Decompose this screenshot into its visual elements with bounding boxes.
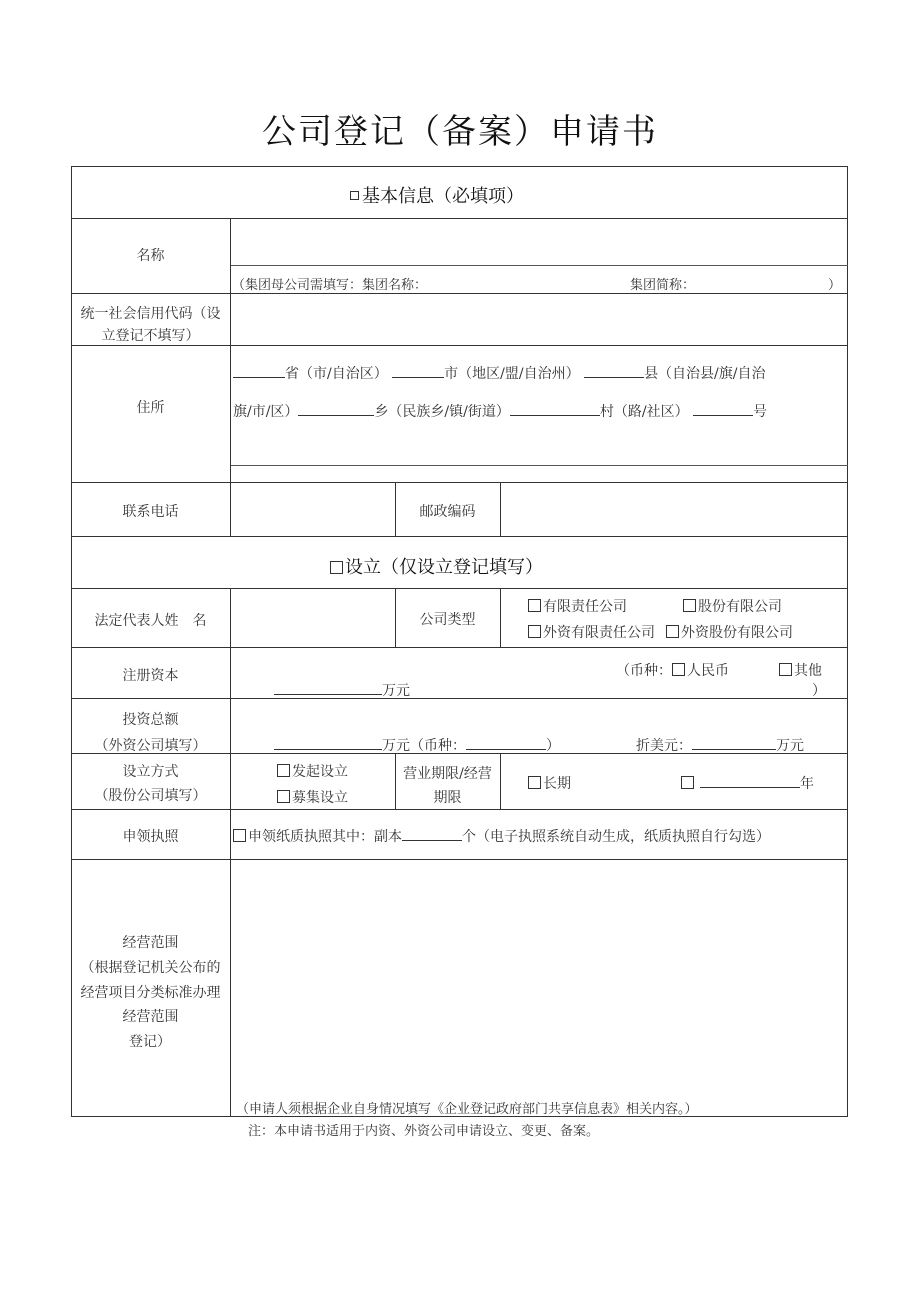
scope-label-line1: 经营范围	[122, 935, 179, 951]
legal-rep-label: 法定代表人姓 名	[94, 613, 207, 629]
term-option-years[interactable]: 年	[681, 773, 814, 793]
type-option-llc[interactable]: 有限责任公司	[528, 596, 627, 616]
checkbox-icon	[233, 829, 246, 842]
checkbox-icon	[779, 663, 792, 676]
type-option-foreign-llc[interactable]: 外资有限责任公司	[528, 622, 655, 642]
scope-label-line3: 经营项目分类标准办理	[80, 985, 221, 1001]
scope-label-line2: （根据登记机关公布的	[80, 960, 221, 976]
term-option-long[interactable]: 长期	[528, 773, 571, 793]
phone-label: 联系电话	[122, 504, 179, 520]
postcode-input[interactable]	[502, 485, 844, 533]
credit-code-label-line1: 统一社会信用代码（设	[80, 306, 221, 322]
name-input[interactable]	[232, 224, 844, 262]
checkbox-icon	[277, 764, 290, 777]
footnote: 注：本申请书适用于内资、外资公司申请设立、变更、备案。	[248, 1124, 600, 1139]
scope-label-line5: 登记）	[129, 1034, 171, 1050]
checkbox-icon	[681, 776, 694, 789]
checkbox-icon	[683, 599, 696, 612]
checkbox-icon	[528, 625, 541, 638]
postcode-label: 邮政编码	[419, 504, 476, 520]
checkbox-icon	[277, 790, 290, 803]
term-label-line2: 期限	[433, 790, 462, 806]
capital-close-paren: ）	[812, 683, 826, 699]
investment-usd[interactable]: 折美元： 万元	[636, 735, 804, 755]
checkbox-icon	[528, 599, 541, 612]
method-option-promotion[interactable]: 发起设立	[277, 761, 348, 781]
license-option[interactable]: 申领纸质执照其中：副本 个（电子执照系统自动生成，纸质执照自行勾选）	[233, 826, 770, 846]
address-line2[interactable]: 旗/市/区） 乡（民族乡/镇/街道） 村（路/社区） 号	[233, 401, 767, 421]
scope-input[interactable]	[232, 862, 844, 1092]
capital-amount[interactable]: 万元	[274, 680, 410, 700]
checkbox-basic[interactable]	[350, 191, 359, 200]
phone-input[interactable]	[232, 485, 392, 533]
checkbox-rmb[interactable]	[672, 663, 685, 676]
credit-code-input[interactable]	[232, 296, 844, 342]
method-label-line1: 设立方式	[122, 764, 179, 780]
type-option-joint-stock[interactable]: 股份有限公司	[683, 596, 782, 616]
address-label: 住所	[136, 400, 165, 416]
name-label: 名称	[136, 248, 165, 264]
group-name-hint: （集团母公司需填写：集团名称：	[232, 278, 428, 293]
section-basic-header: 基本信息（必填项）	[350, 182, 524, 208]
credit-code-label-line2: 立登记不填写）	[101, 328, 200, 344]
address-line1[interactable]: 省（市/自治区） 市（地区/盟/自治州） 县（自治县/旗/自治	[233, 363, 766, 383]
license-label: 申领执照	[122, 829, 179, 845]
form-title: 公司登记（备案）申请书	[262, 112, 658, 152]
method-option-subscription[interactable]: 募集设立	[277, 787, 348, 807]
scope-note: （申请人须根据企业自身情况填写《企业登记政府部门共享信息表》相关内容。）	[236, 1102, 698, 1117]
company-type-label: 公司类型	[419, 612, 476, 628]
legal-rep-input[interactable]	[232, 591, 392, 644]
method-label-line2: （股份公司填写）	[94, 788, 207, 804]
checkbox-icon	[528, 776, 541, 789]
capital-other-option[interactable]: 其他	[779, 660, 822, 680]
group-close-paren: ）	[828, 278, 842, 293]
checkbox-icon	[666, 625, 679, 638]
investment-label-line1: 投资总额	[122, 712, 179, 728]
section-establish-header: 设立（仅设立登记填写）	[330, 553, 543, 579]
term-label-line1: 营业期限/经营	[403, 766, 492, 782]
scope-label-line4: 经营范围	[122, 1009, 179, 1025]
capital-label: 注册资本	[122, 668, 179, 684]
investment-amount[interactable]: 万元（币种： ）	[274, 735, 560, 755]
type-option-foreign-joint-stock[interactable]: 外资股份有限公司	[666, 622, 793, 642]
capital-currency: （币种： 人民币	[616, 663, 729, 679]
group-short-name-hint: 集团简称：	[630, 278, 696, 293]
investment-label-line2: （外资公司填写）	[94, 738, 207, 754]
checkbox-establish[interactable]	[330, 561, 343, 574]
